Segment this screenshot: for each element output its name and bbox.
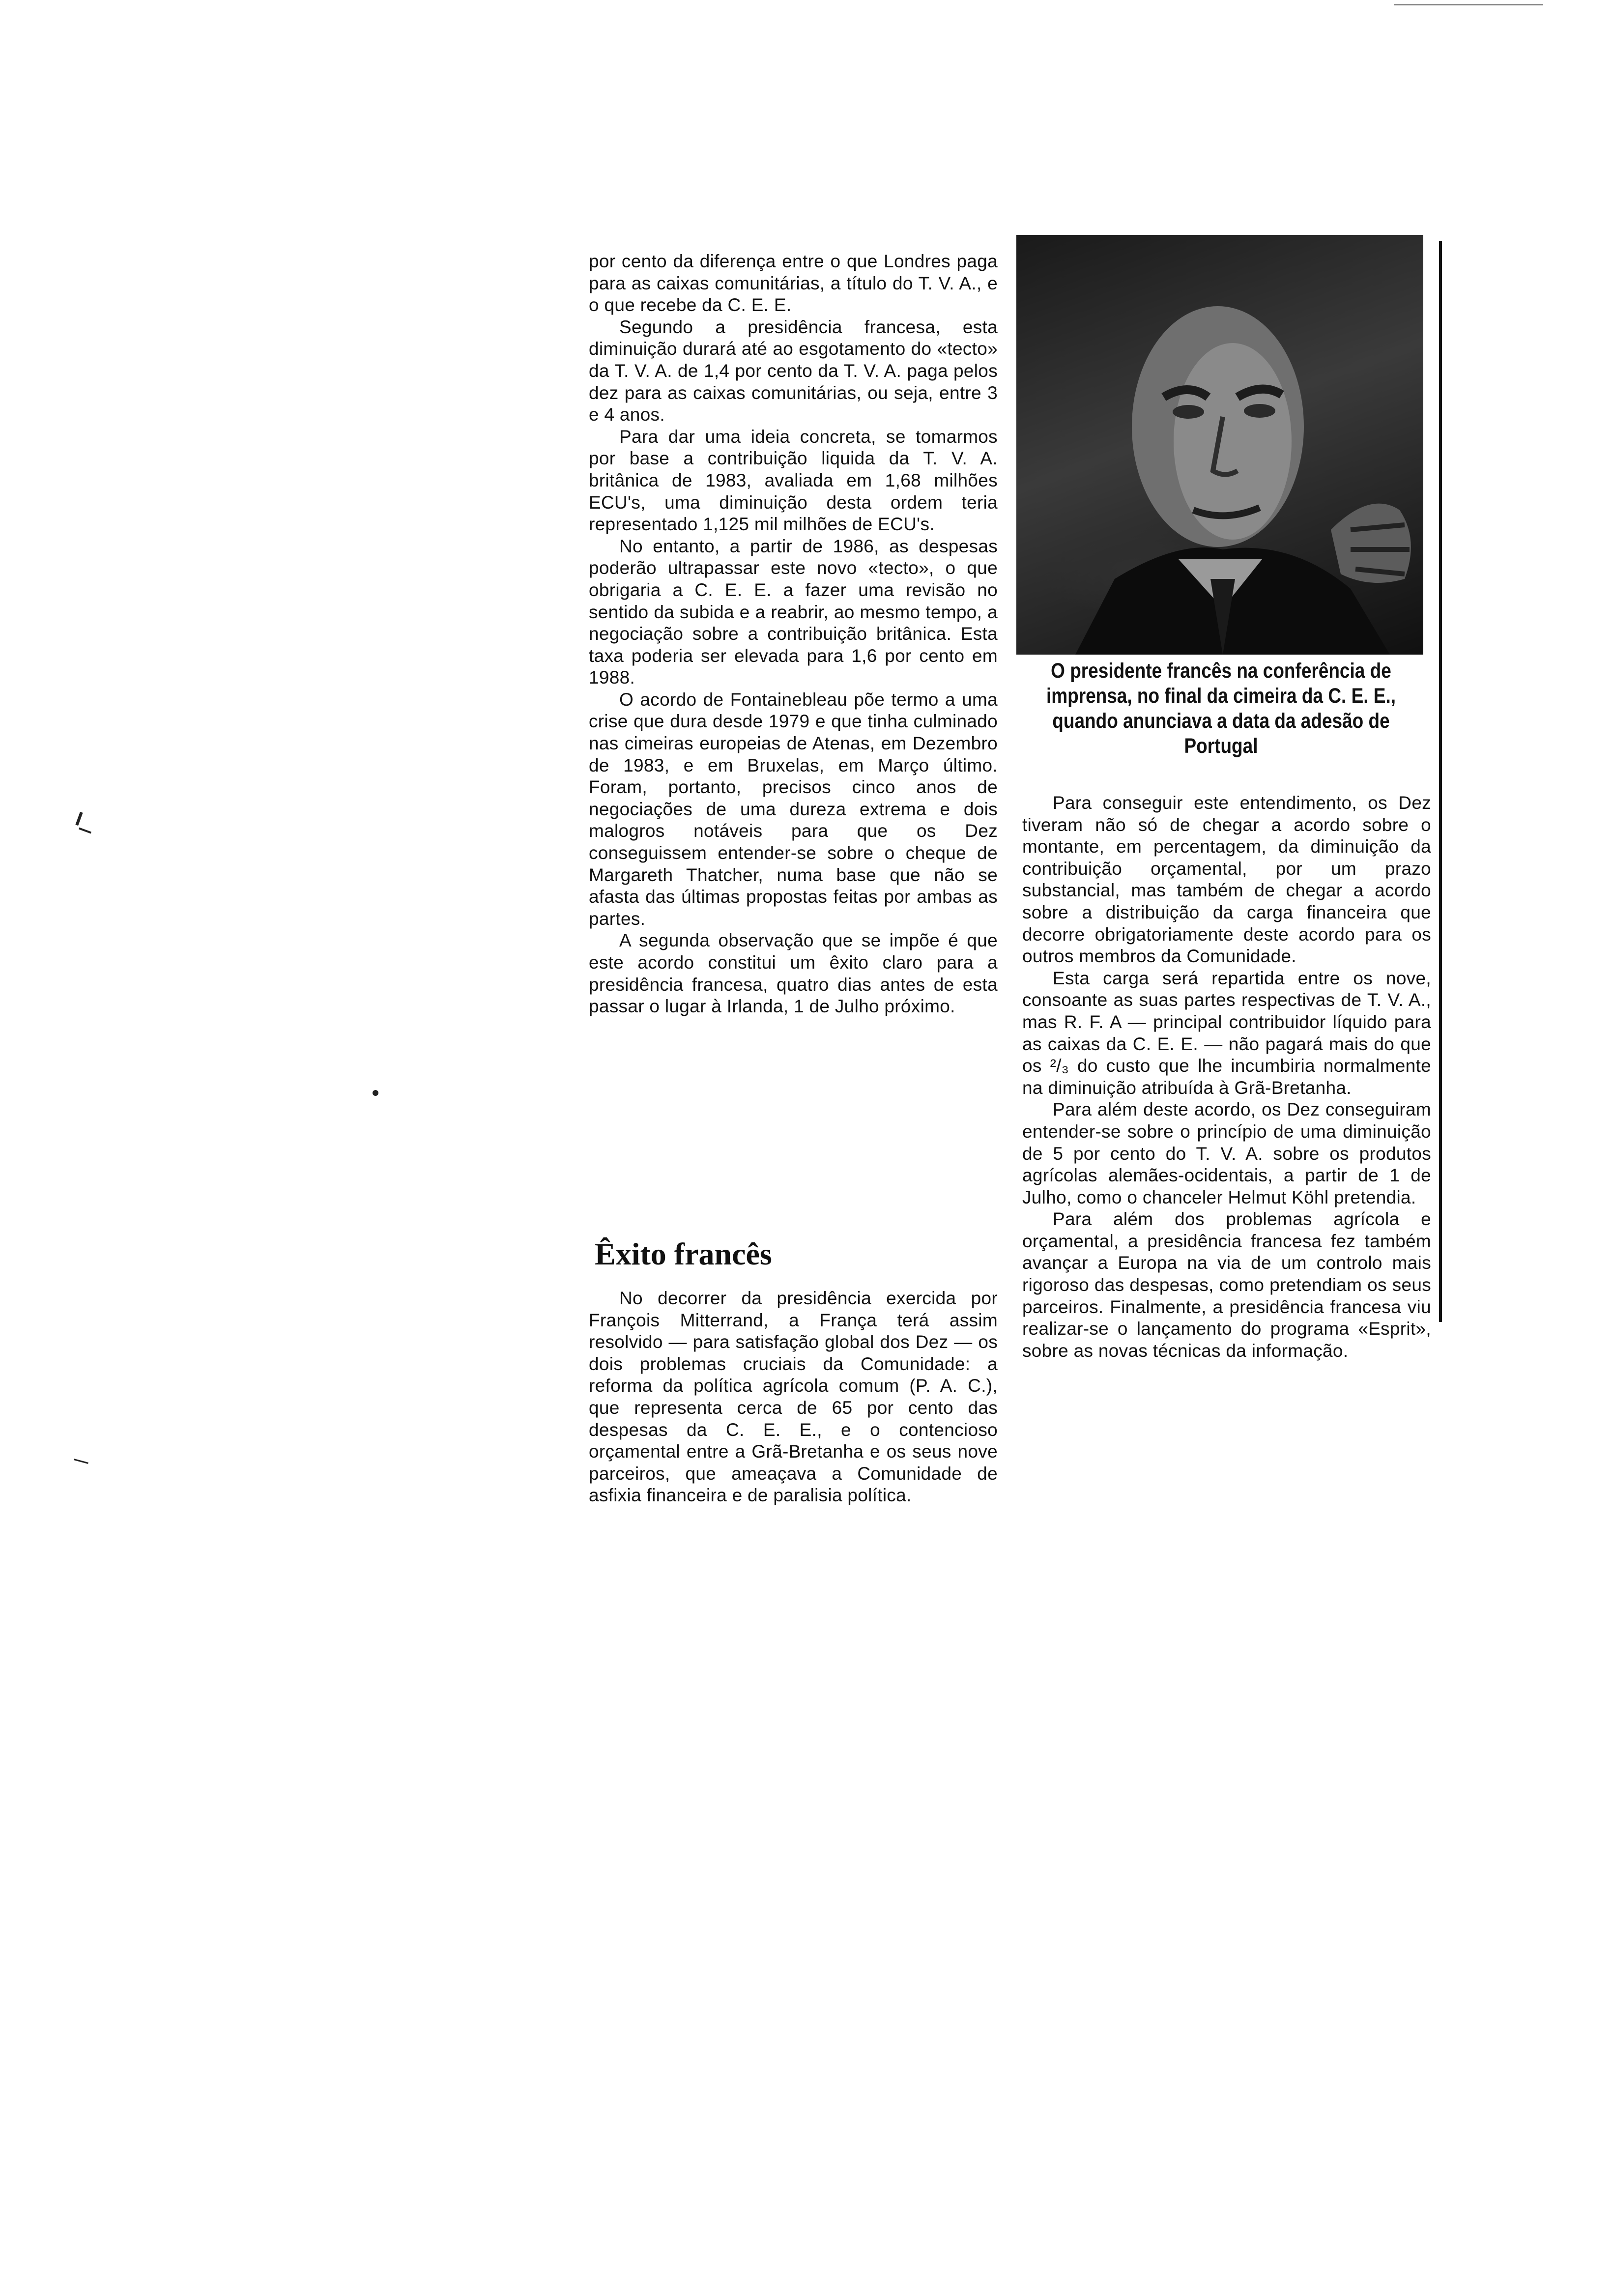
article-column-left (589, 251, 998, 1018)
paragraph: A segunda observação que se impõe é que este acordo constitui um êxito claro para a presidência francesa, quatro dias antes de esta passar o lugar à Irlanda, 1 de Julho próximo. (589, 930, 998, 1017)
paragraph: por cento da diferença entre o que Londres paga para as caixas comunitárias, a título do T. V. A., e o que recebe da C. E. E. (589, 251, 998, 316)
article-column-right (1022, 792, 1431, 1362)
section-subheading: Êxito francês (595, 1236, 772, 1271)
scan-speck (75, 812, 83, 826)
column-divider-rule (1439, 241, 1442, 1322)
paragraph: Para conseguir este entendimento, os Dez tiveram não só de chegar a acordo sobre o montante, em percentagem, da diminuição da contribuição orçamental, por um prazo substancial, mas também de chegar a acordo sobre a distribuição da carga financeira que decorre obrigatoriamente deste acordo para os outros membros da Comunidade. (1022, 793, 1431, 967)
photo-caption: O presidente francês na conferência de imprensa, no final da cimeira da C. E. E., quando anunciava a data da adesão de Portugal (1046, 659, 1396, 758)
top-edge-rule (1394, 4, 1543, 5)
paragraph: Segundo a presidência francesa, esta diminuição durará até ao esgotamento do «tecto» da T. V. A. de 1,4 por cento da T. V. A. paga pelos dez para as caixas comunitárias, ou seja, entre 3 e 4 anos. (589, 316, 998, 425)
scan-speck (79, 828, 91, 834)
article-column-left-continued (589, 1288, 998, 1507)
paragraph: Para dar uma ideia concreta, se tomarmos por base a contribuição liquida da T. V. A. britânica de 1983, avaliada em 1,68 milhões ECU's, uma diminuição desta ordem teria representado 1,125 mil milhões de ECU's. (589, 426, 998, 535)
scan-speck (74, 1459, 88, 1464)
paragraph: Esta carga será repartida entre os nove, consoante as suas partes respectivas de T. V. A., mas R. F. A — principal contribuidor líquido para as caixas da C. E. E. — não pagará mais do que os ²/₃ do custo que lhe incumbiria normalmente na diminuição atribuída à Grã-Bretanha. (1022, 968, 1431, 1098)
portrait-photo (1016, 235, 1423, 655)
scan-speck (373, 1090, 378, 1096)
paragraph: Para além deste acordo, os Dez conseguiram entender-se sobre o princípio de uma diminuição de 5 por cento do T. V. A. sobre os produtos agrícolas alemães-ocidentais, a partir de 1 de Julho, como o chanceler Helmut Köhl pretendia. (1022, 1099, 1431, 1207)
paragraph: O acordo de Fontainebleau põe termo a uma crise que dura desde 1979 e que tinha culminado nas cimeiras europeias de Atenas, em Dezembro de 1983, e em Bruxelas, em Março último. Foram, portanto, precisos cinco anos de negociações de uma dureza extrema e dois malogros notáveis para que os Dez conseguissem entender-se sobre o cheque de Margareth Thatcher, numa base que não se afasta das últimas propostas feitas por ambas as partes. (589, 689, 998, 929)
paragraph: No entanto, a partir de 1986, as despesas poderão ultrapassar este novo «tecto», o que obrigaria a C. E. E. a fazer uma revisão no sentido da subida e a reabrir, ao mesmo tempo, a negociação sobre a contribuição britânica. Esta taxa poderia ser elevada para 1,6 por cento em 1988. (589, 536, 998, 688)
portrait-photo-icon (1016, 235, 1423, 655)
paragraph: Para além dos problemas agrícola e orçamental, a presidência francesa fez também avançar a Europa na via de um controlo mais rigoroso das despesas, como pretendiam os seus parceiros. Finalmente, a presidência francesa viu realizar-se o lançamento do programa «Esprit», sobre as novas técnicas da informação. (1022, 1209, 1431, 1361)
paragraph: No decorrer da presidência exercida por François Mitterrand, a França terá assim resolvido — para satisfação global dos Dez — os dois problemas cruciais da Comunidade: a reforma da política agrícola comum (P. A. C.), que representa cerca de 65 por cento das despesas da C. E. E., e o contencioso orçamental entre a Grã-Bretanha e os seus nove parceiros, que ameaçava a Comunidade de asfixia financeira e de paralisia política. (589, 1288, 998, 1506)
